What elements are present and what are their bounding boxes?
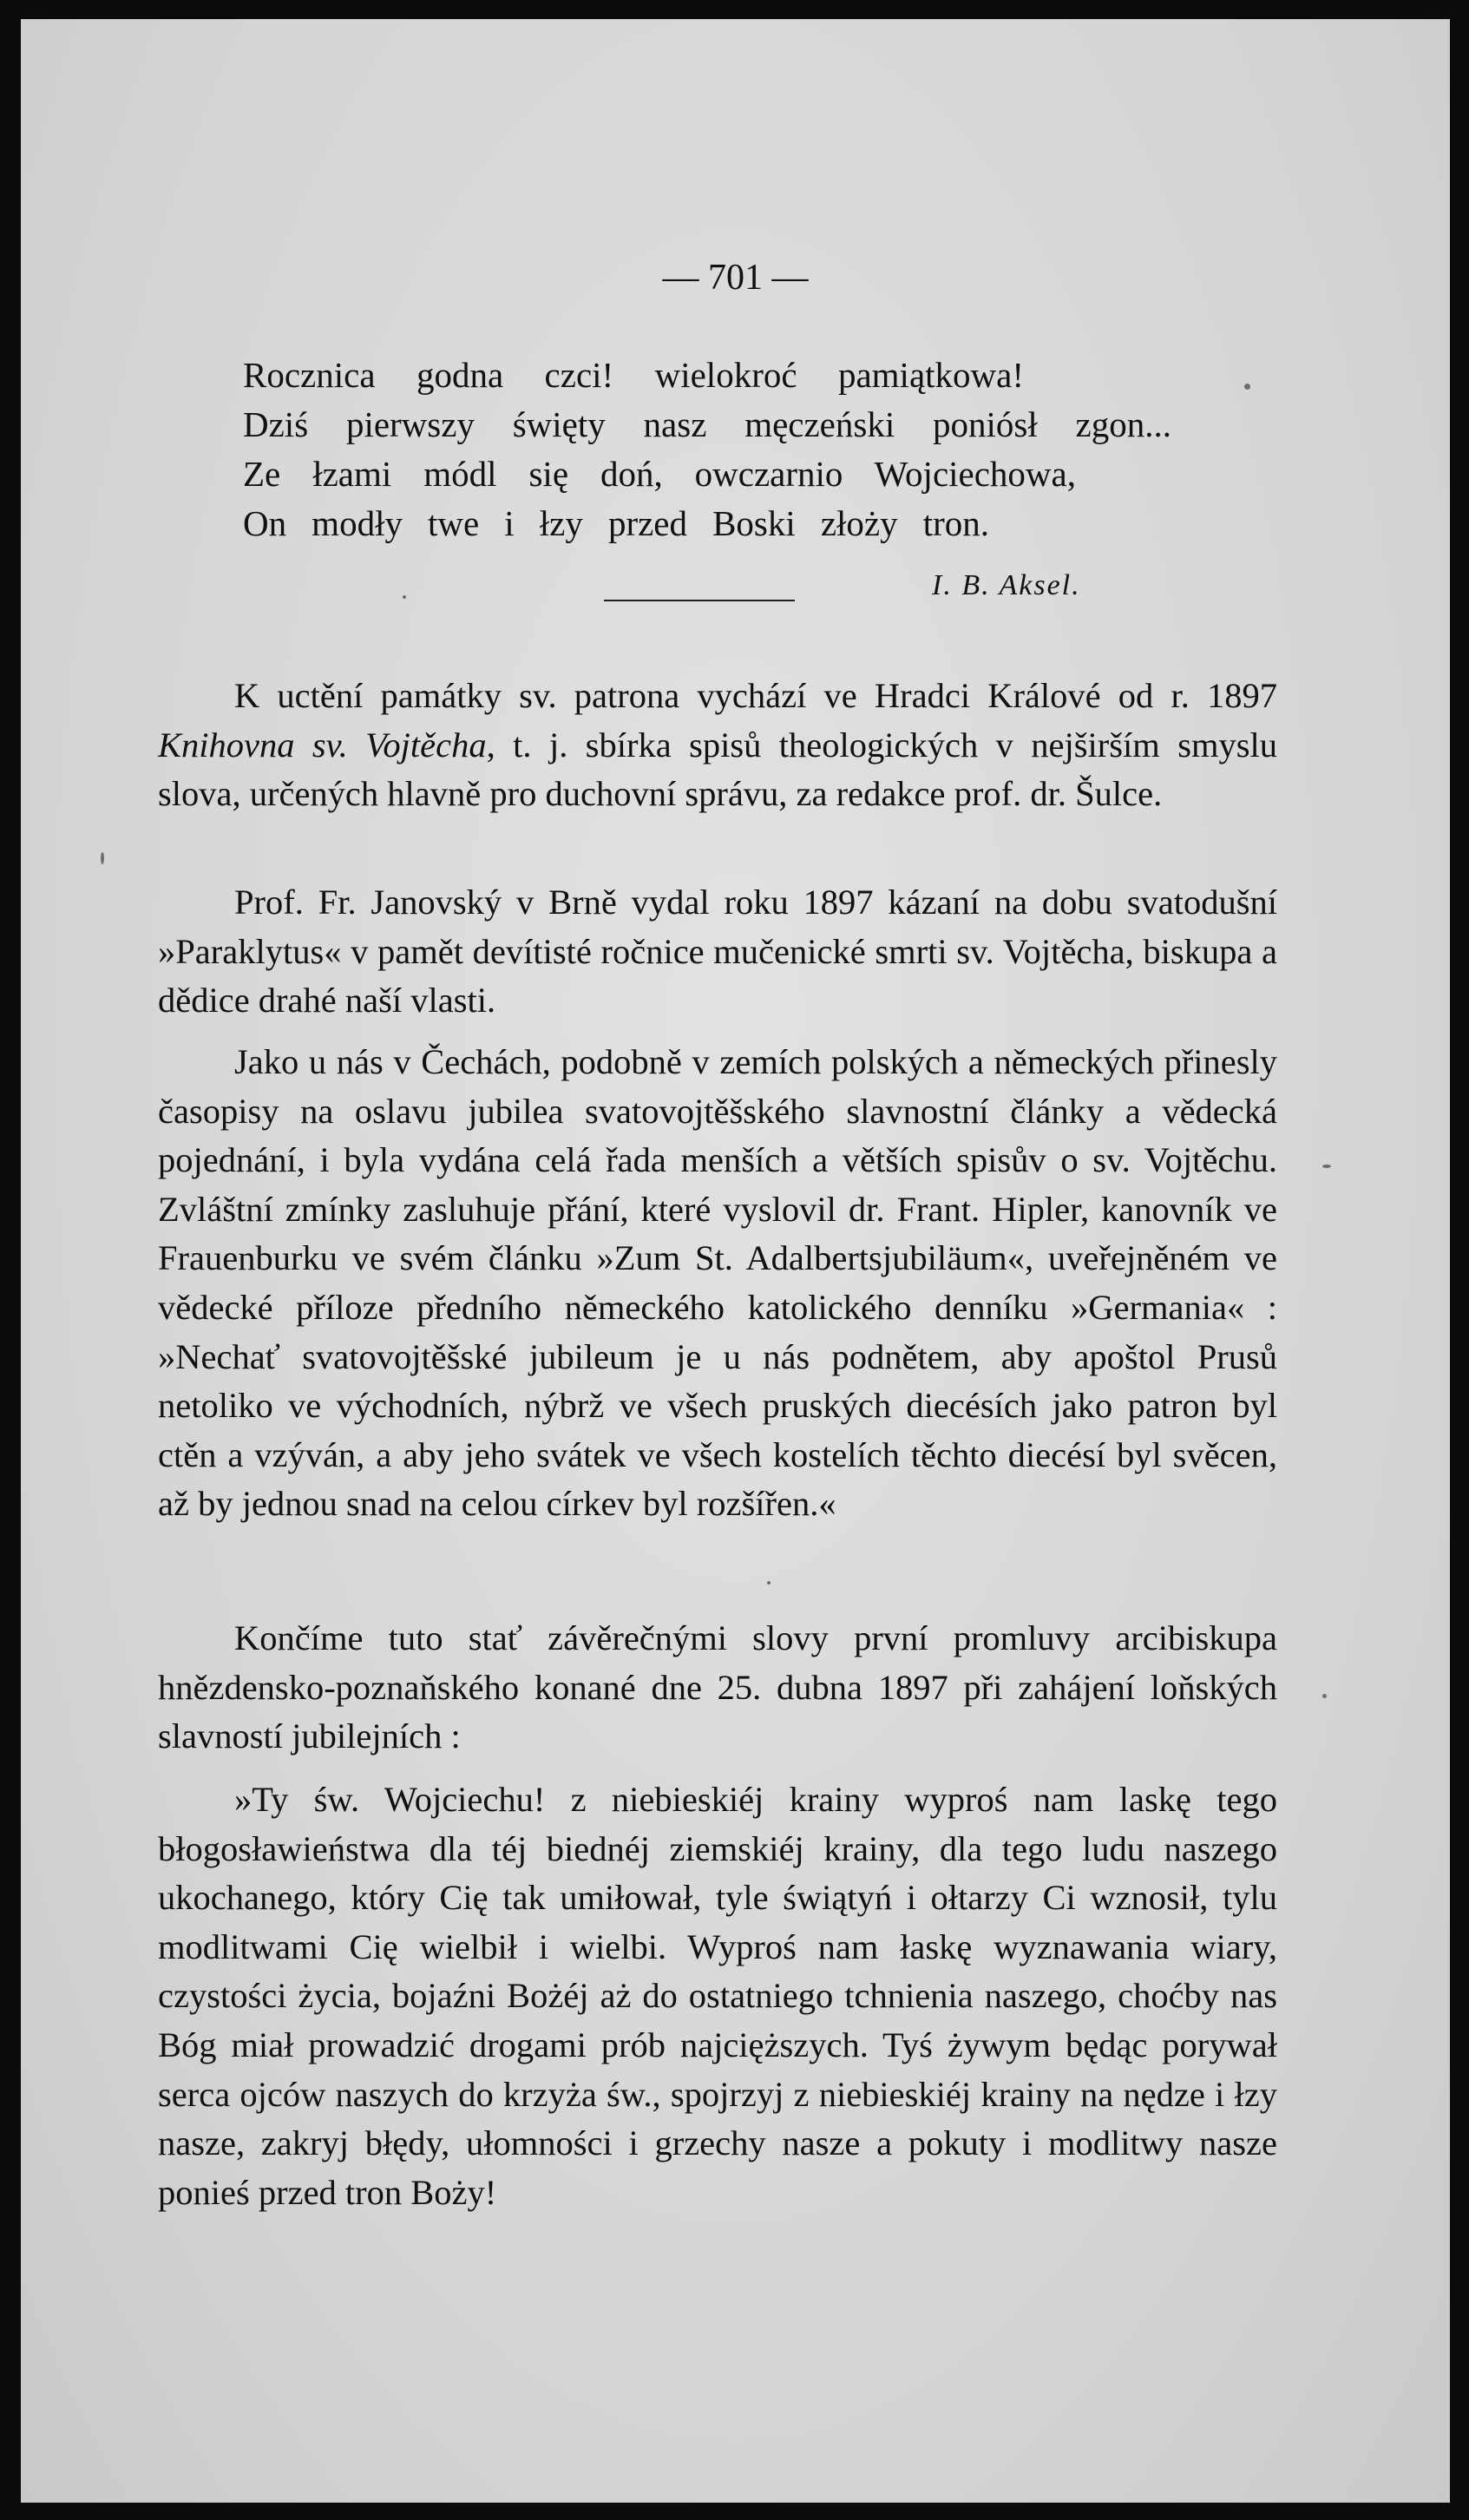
paragraph: Jako u nás v Čechách, podobně v zemích polských a německých přinesly časopisy na oslavu jubilea svatovojtěšského slavnostní články a vědecká pojednání, i byla vydána celá řada menších a větších spisův o sv. Vojtěchu. Zvláštní zmínky zasluhuje přání, které vyslovil dr. Frant. Hipler, kanovník ve Frauenburku ve svém článku »Zum St. Adalbertsjubiläum«, uveřejněném ve vědecké příloze předního německého katolického denníku »Germania« : »Nechať svatovojtěšské jubileum je u nás podnětem, aby apoštol Prusů netoliko ve východních, nýbrž ve všech pruských diecésích jako patron byl ctěn a vzýván, a aby jeho svátek ve všech kostelích těchto diecésí byl svěcen, až by jednou snad na celou církev byl rozšířen.«	[158, 1042, 1277, 1524]
paragraph-text: , t. j. sbírka spisů theologických v nejširším smyslu slova, určených hlavně pro duchovní správu, za redakce prof. dr. Šulce.	[158, 725, 1277, 814]
book-title: Knihovna sv. Vojtěcha	[158, 725, 487, 765]
scan-speck	[403, 595, 406, 599]
poem-line: Rocznica godna czci! wielokroć pamiątkowa!	[243, 355, 1024, 395]
scan-speck	[1244, 384, 1250, 390]
scan-speck	[767, 1581, 771, 1585]
poem	[243, 351, 1241, 548]
poem-line: On modły twe i łzy przed Boski złoży tron.	[243, 503, 989, 543]
section-divider	[604, 600, 795, 601]
poem-line: Ze łzami módl się doń, owczarnio Wojciechowa,	[243, 454, 1076, 494]
paragraph-text: K uctění památky sv. patrona vychází ve Hradci Králové od r. 1897	[234, 676, 1277, 715]
paragraph	[158, 672, 1277, 819]
scan-speck	[1322, 1165, 1331, 1168]
paragraph: Prof. Fr. Janovský v Brně vydal roku 1897 kázaní na dobu svatodušní »Paraklytus« v pamět devítisté ročnice mučenické smrti sv. Vojtěcha, biskupa a dědice drahé naší vlasti.	[158, 883, 1277, 1020]
poem-line: Dziś pierwszy święty nasz męczeński poniósł zgon...	[243, 404, 1171, 444]
quotation-paragraph: »Ty św. Wojciechu! z niebieskiéj krainy wyproś nam laskę tego błogosławieństwa dla téj biednéj ziemskiéj krainy, dla tego ludu naszego ukochanego, który Cię tak umiłował, tyle świątyń i ołtarzy Ci wznosił, tylu modlitwami Cię wielbił i wielbi. Wyproś nam łaskę wyznawania wiary, czystości życia, bojaźni Bożéj aż do ostatniego tchnienia naszego, choćby nas Bóg miał prowadzić drogami prób najcięższych. Tyś żywym będąc porywał serca ojców naszych do krzyża św., spojrzyj z niebieskiéj krainy na nędze i łzy nasze, zakryj błędy, ułomności i grzechy nasze a pokuty i modlitwy nasze ponieś przed tron Boży!	[158, 1780, 1277, 2212]
scan-speck	[101, 852, 104, 864]
scan-speck	[1322, 1694, 1327, 1698]
book-page	[21, 19, 1450, 2503]
page-number: — 701 —	[662, 258, 809, 298]
poem-author: I. B. Aksel.	[932, 569, 1081, 601]
paragraph: Končíme tuto stať závěrečnými slovy první promluvy arcibiskupa hnězdensko-poznaňského konané dne 25. dubna 1897 při zahájení loňských slavností jubilejních :	[158, 1618, 1277, 1756]
